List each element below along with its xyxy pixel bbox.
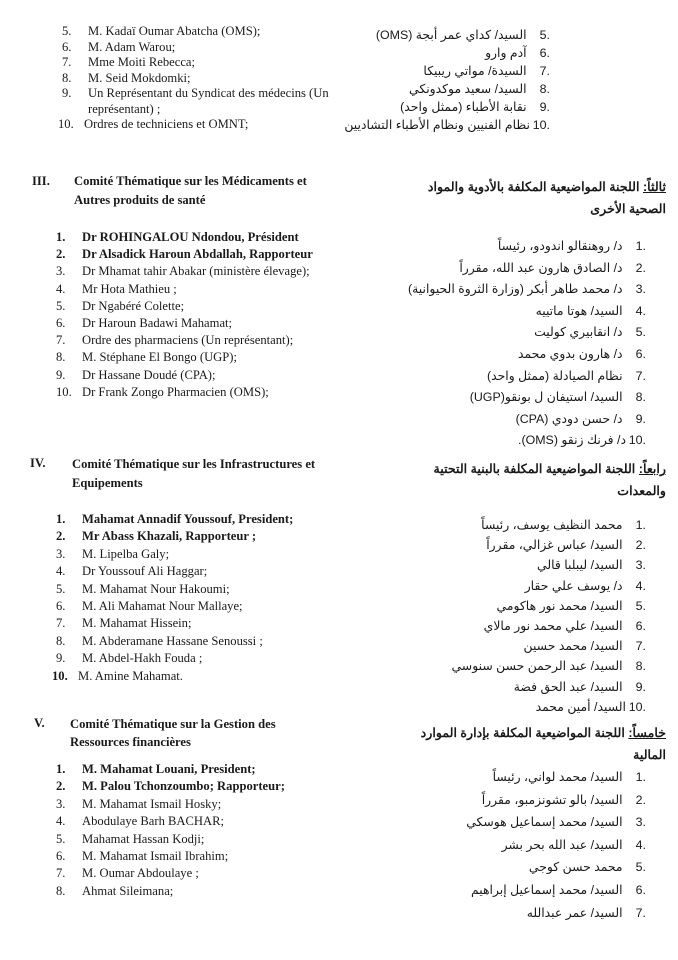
list-item: .2 السيد/ عباس غزالي، مقرراً xyxy=(486,538,646,553)
list-item: 5. Mahamat Hassan Kodji; xyxy=(56,831,205,846)
list-item: 8. Ahmat Sileimana; xyxy=(56,883,174,898)
list-item: .1 محمد النظيف يوسف، رئيساً xyxy=(481,518,646,532)
fr-list-section-3 xyxy=(56,229,313,401)
list-item: 1. Dr ROHINGALOU Ndondou, Président xyxy=(56,230,299,244)
list-item: .10نظام الفنيين ونظام الأطباء التشاديين xyxy=(344,118,550,132)
list-item: 1. Mahamat Annadif Youssouf, President; xyxy=(56,512,294,526)
list-item: .1 د/ روهنقالو اندودو، رئيساً xyxy=(497,239,646,253)
list-item: .3 د/ محمد طاهر أبكر (وزارة الثروة الحيوانية) xyxy=(408,282,646,297)
list-item: 5. M. Kadaï Oumar Abatcha (OMS); xyxy=(62,24,261,38)
ar-section-title: ثالثاً: اللجنة المواضيعية المكلفة بالأدوية والمواد الصحية الأخرى xyxy=(427,180,666,216)
list-item: 7. Ordre des pharmaciens (Un représentant); xyxy=(56,333,294,348)
list-item: .8 السيد/ سعيد موكدونكي xyxy=(409,82,550,96)
list-item: .8 السيد/ عبد الرحمن حسن سنوسي xyxy=(451,659,646,674)
list-item: .2 السيد/ بالو تشونزمبو، مقرراً xyxy=(481,792,646,807)
list-item: .5 السيد/ كداي عمر أبجة (OMS) xyxy=(375,28,550,42)
list-item: .9 السيد/ عبد الحق فضة xyxy=(513,679,646,694)
list-item: .9 نقابة الأطباء (ممثل واحد) xyxy=(400,100,550,114)
section-title: Comité Thématique sur les Médicaments et Autres produits de santé xyxy=(74,174,307,207)
list-item: 10. M. Amine Mahamat. xyxy=(52,668,183,683)
list-item: .4 السيد/ عبد الله بحر بشر xyxy=(501,837,646,852)
ar-list-section-5 xyxy=(330,766,646,924)
list-item: 5. M. Mahamat Nour Hakoumi; xyxy=(56,581,230,596)
list-item: .5 د/ انقابيري كوليت xyxy=(534,325,646,340)
list-item: .3 السيد/ محمد إسماعيل هوسكي xyxy=(466,815,646,830)
list-item: .4 د/ يوسف علي حقار xyxy=(524,578,646,593)
ar-section-label: رابعاً: xyxy=(638,462,666,476)
list-item: .10السيد/ أمين محمد xyxy=(535,699,646,714)
list-item: .9 د/ حسن دودي (CPA) xyxy=(515,411,646,426)
ar-section-label: ثالثاً: xyxy=(642,180,666,194)
list-item: 6. M. Mahamat Ismail Ibrahim; xyxy=(56,849,229,864)
list-item: 2. Dr Alsadick Haroun Abdallah, Rapporteur xyxy=(56,247,313,262)
ar-section-label: خامساً: xyxy=(628,726,666,740)
list-item: 1. M. Mahamat Louani, President; xyxy=(56,762,256,776)
list-item: 9. Dr Hassane Doudé (CPA); xyxy=(56,367,216,382)
list-item: 5. Dr Ngabéré Colette; xyxy=(56,298,185,313)
section-number: V. xyxy=(34,716,45,730)
list-item: 2. Mr Abass Khazali, Rapporteur ; xyxy=(56,529,257,544)
list-item: 8. M. Seid Mokdomki; xyxy=(62,70,191,85)
list-item: 9. M. Abdel-Hakh Fouda ; xyxy=(56,651,203,666)
list-item: .2 د/ الصادق هارون عبد الله، مقرراً xyxy=(459,260,646,275)
list-item: 3. M. Mahamat Ismail Hosky; xyxy=(56,796,222,811)
list-item: 4. Dr Youssouf Ali Haggar; xyxy=(56,564,208,579)
list-item: .5 السيد/ محمد نور هاكومي xyxy=(496,598,646,613)
list-item: .6 السيد/ محمد إسماعيل إبراهيم xyxy=(470,882,646,897)
list-item-continuation: représentant) ; xyxy=(88,101,161,116)
list-item: .6 السيد/ علي محمد نور مالاي xyxy=(483,619,646,634)
list-item: .6 د/ هارون بدوي محمد xyxy=(517,346,646,361)
list-item: .7 السيدة/ مواتي ريبيكا xyxy=(423,64,550,78)
list-item: .8 السيد/ استيفان ل بونقو(UGP) xyxy=(469,390,646,405)
ar-list-section-2 xyxy=(330,26,550,134)
list-item: .7 نظام الصيادلة (ممثل واحد) xyxy=(486,368,646,383)
list-item: 4. Abodulaye Barh BACHAR; xyxy=(56,814,225,829)
list-item: .1 السيد/ محمد لواني، رئيساً xyxy=(492,770,646,784)
ar-section-title: خامساً: اللجنة المواضيعية المكلفة بإدارة الموارد المالية xyxy=(420,726,666,762)
list-item: 7. M. Mahamat Hissein; xyxy=(56,616,192,631)
ar-list-section-4 xyxy=(330,515,646,717)
list-item: .7 السيد/ محمد حسين xyxy=(523,639,646,654)
fr-list-section-4 xyxy=(52,511,294,685)
list-item: 7. M. Oumar Abdoulaye ; xyxy=(56,866,199,881)
list-item: .3 السيد/ ليبلبا قالي xyxy=(537,558,646,573)
list-item: .7 السيد/ عمر عبدالله xyxy=(526,905,646,920)
list-item: 10. Dr Frank Zongo Pharmacien (OMS); xyxy=(56,384,269,399)
list-item: 2. M. Palou Tchonzoumbo; Rapporteur; xyxy=(56,779,285,794)
section-title: Comité Thématique sur la Gestion des Ressources financières xyxy=(70,717,276,749)
ar-list-section-3 xyxy=(330,236,646,452)
list-item: 6. Dr Haroun Badawi Mahamat; xyxy=(56,316,233,331)
list-item: .6 آدم وارو xyxy=(485,46,550,60)
fr-list-section-2 xyxy=(58,24,329,133)
section-number: IV. xyxy=(30,456,46,470)
list-item: 9. Un Représentant du Syndicat des médecins (Un xyxy=(62,86,329,100)
list-item: 8. M. Abderamane Hassane Senoussi ; xyxy=(56,633,263,648)
list-item: 6. M. Ali Mahamat Nour Mallaye; xyxy=(56,599,243,614)
list-item: 7. Mme Moiti Rebecca; xyxy=(62,55,196,69)
section-number: III. xyxy=(32,174,50,188)
list-item: 10. Ordres de techniciens et OMNT; xyxy=(58,117,249,131)
list-item: .4 السيد/ هوتا ماتييه xyxy=(535,303,646,318)
list-item: .10د/ فرنك زنقو (OMS). xyxy=(518,433,646,448)
list-item: 4. Mr Hota Mathieu ; xyxy=(56,281,177,296)
list-item: 3. Dr Mhamat tahir Abakar (ministère élevage); xyxy=(56,264,310,279)
list-item: 8. M. Stéphane El Bongo (UGP); xyxy=(56,350,237,365)
fr-list-section-5 xyxy=(56,761,285,900)
list-item: 3. M. Lipelba Galy; xyxy=(56,546,170,561)
section-title: Comité Thématique sur les Infrastructures et Equipements xyxy=(72,457,316,490)
list-item: .5 محمد حسن كوجي xyxy=(528,860,646,875)
ar-section-title: رابعاً: اللجنة المواضيعية المكلفة بالبنية التحتية والمعدات xyxy=(433,462,666,498)
list-item: 6. M. Adam Warou; xyxy=(62,39,176,54)
